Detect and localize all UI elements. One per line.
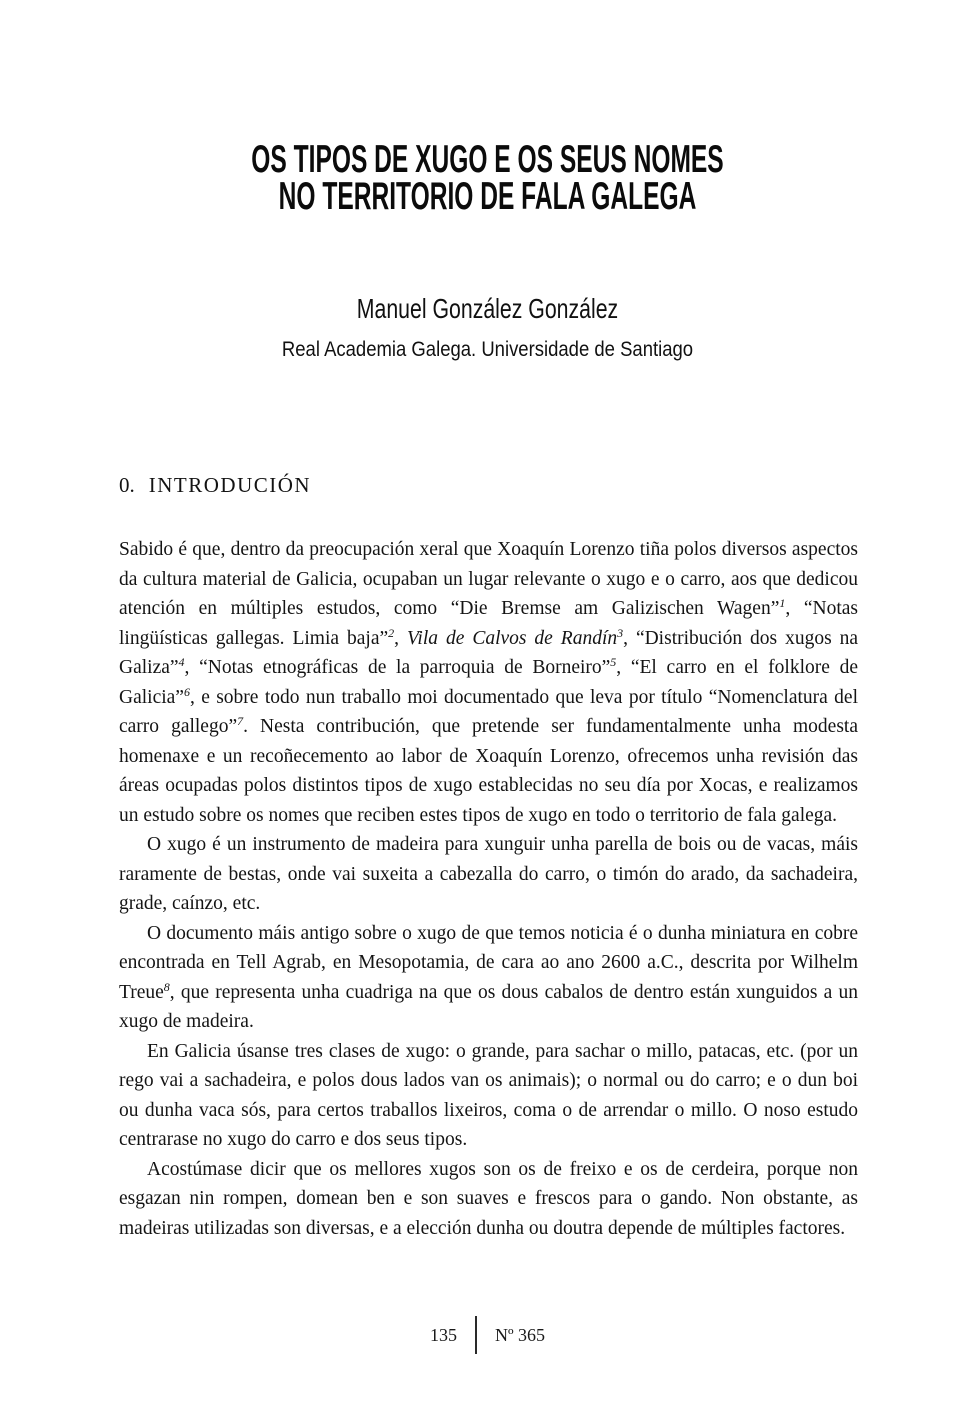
footnote-reference: 2 [388,625,395,640]
text-run: . Nesta contribución, que pretende ser fundamentalmente unha modesta homenaxe e un recoñecemento ao labor de Xoaquín Lorenzo, ofrecemos unha revisión das áreas ocupadas polos distintos tipos de xugo establecidas no seu día por Xocas, e realizamos un estudo sobre os nomes que reciben estes tipos de xugo en todo o territorio de fala galega. [119,716,858,826]
text-run: , “El carro en el folklore de Galicia” [119,657,858,708]
paragraph [119,830,858,919]
author-affiliation: Real Academia Galega. Universidade de Santiago [281,337,694,361]
text-run: , “Notas etnográficas de la parroquia de Borneiro” [184,657,611,678]
article-title-line-2: NO TERRITORIO DE FALA GALEGA [278,175,697,218]
text-run: , e sobre todo nun traballo moi documentado que leva por título “Nomenclatura del carro gallego” [119,686,858,737]
footnote-reference: 1 [779,596,786,610]
italic-text: Vila de Calvos de Randín [406,627,618,649]
text-run: O xugo é un instrumento de madeira para xunguir unha parella de bois ou de vacas, máis raramente de bestas, onde vai suxeita a cabezalla do carro, o timón do arado, da sachadeira, grade, caínzo, etc. [119,834,858,914]
footnote-reference: 6 [183,684,190,699]
footnote-reference: 5 [610,655,617,669]
author-name: Manuel González González [356,293,619,324]
article-title [0,138,975,218]
footnote-reference: 8 [163,979,170,994]
section-heading [119,473,858,498]
footnote-reference: 4 [178,655,185,669]
text-run: O documento máis antigo sobre o xugo de que temos noticia é o dunha miniatura en cobre encontrada en Tell Agrab, en Mesopotamia, de cara ao ano 2600 a.C., descrita por Wilhelm Treue [119,922,858,1003]
paragraph [119,919,858,1037]
article-body [119,535,858,1243]
footnote-reference: 3 [617,625,624,640]
text-run: , [394,627,407,649]
text-run: Sabido é que, dentro da preocupación xeral que Xoaquín Lorenzo tiña polos diversos aspectos da cultura material de Galicia, ocupaban un lugar relevante o xugo e o carro, aos que dedicou atención en múltiples estudos, como “Die Bremse am Galizischen Wagen” [119,539,858,619]
paragraph [119,1037,858,1155]
paragraph [119,1155,858,1244]
text-run: En Galicia úsanse tres clases de xugo: o grande, para sachar o millo, patacas, etc. (por un rego vai a sachadeira, e polos dous lados van os animais); o normal ou do carro; e o dun boi ou dunha vaca sós, para certos traballos lixeiros, coma o de arrendar o millo. O noso estudo centrarase no xugo do carro e dos seus tipos. [119,1040,858,1150]
footer-divider [475,1316,477,1354]
text-run: Acostúmase dicir que os mellores xugos son os de freixo e os de cerdeira, porque non esgazan nin rompen, domean ben e son suaves e frescos para o gando. Non obstante, as madeiras utilizadas son diversas, e a elección dunha ou doutra depende de múltiples factores. [119,1158,858,1239]
text-run: , que representa unha cuadriga na que os dous cabalos de dentro están xunguidos a un xugo de madeira. [119,981,858,1032]
article-title-line-1: OS TIPOS DE XUGO E OS SEUS NOMES [251,138,724,181]
section-number: 0. [119,473,135,497]
section-title: INTRODUCIÓN [148,473,312,497]
issue-number: Nº 365 [494,1324,546,1345]
page-number: 135 [429,1324,457,1345]
paragraph [119,535,858,830]
footnote-reference: 7 [237,714,244,728]
text-run: , “Notas lingüísticas gallegas. Limia baja” [119,598,859,649]
page-footer [0,1314,975,1356]
text-run: , “Distribución dos xugos na Galiza” [119,627,859,678]
